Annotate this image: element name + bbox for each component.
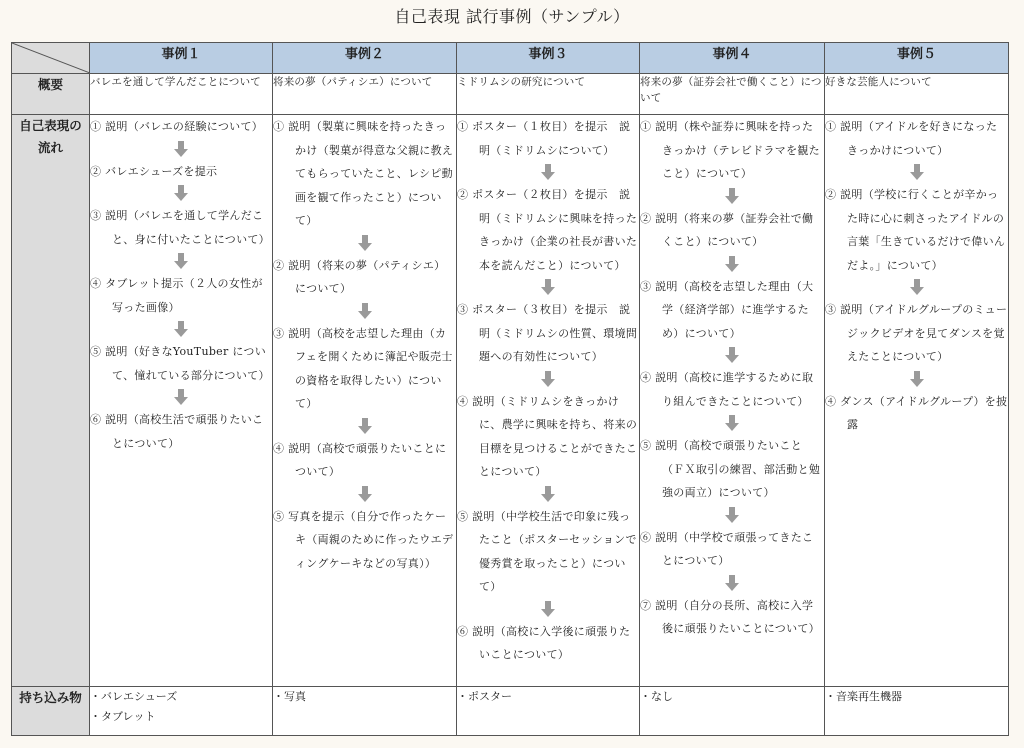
flow-row-label-line: 自己表現の <box>19 118 82 133</box>
carried-item: ・なし <box>640 690 673 703</box>
case-header: 事例２ <box>273 43 457 74</box>
down-arrow-icon <box>273 484 456 505</box>
flow-step: ① ポスター（１枚目）を提示 説明（ミドリムシについて） <box>457 120 631 157</box>
down-arrow-icon <box>273 416 456 437</box>
down-arrow-icon <box>273 233 456 254</box>
carried-item: ・ポスター <box>457 690 512 703</box>
flow-step: ① 説明（製菓に興味を持ったきっかけ（製菓が得意な父親に教えてもらっていたこと、レシピ動画を観て作ったこと）について） <box>273 120 454 227</box>
page-title: 自己表現 試行事例（サンプル） <box>394 7 630 26</box>
case-items <box>825 687 1009 736</box>
down-arrow-icon <box>90 183 272 204</box>
flow-step: ④ 説明（高校に進学するために取り組んできたことについて） <box>640 371 814 408</box>
flow-step: ③ 説明（バレエを通して学んだこと、身に付いたことについて） <box>90 209 270 246</box>
flow-step: ② バレエシューズを提示 <box>90 164 218 178</box>
cases-table <box>11 42 1009 736</box>
down-arrow-icon <box>825 162 1008 183</box>
case-flow <box>273 115 457 687</box>
down-arrow-icon <box>273 301 456 322</box>
carried-item: ・写真 <box>273 690 306 703</box>
flow-step: ① 説明（アイドルを好きになったきっかけについて） <box>825 120 998 157</box>
diagonal-line-icon <box>12 43 90 73</box>
summary-row-label: 概要 <box>12 74 90 115</box>
flow-step: ① 説明（株や証券に興味を持ったきっかけ（テレビドラマを観たこと）について） <box>640 120 820 180</box>
down-arrow-icon <box>457 484 639 505</box>
down-arrow-icon <box>640 345 824 366</box>
flow-step: ① 説明（バレエの経験について） <box>90 120 264 133</box>
case-summary: 将来の夢（パティシエ）について <box>273 74 457 115</box>
case-header: 事例１ <box>90 43 273 74</box>
down-arrow-icon <box>640 505 824 526</box>
flow-step: ③ ポスター（３枚目）を提示 説明（ミドリムシの性質、環境問題への有効性について） <box>457 303 638 363</box>
case-flow <box>825 115 1009 687</box>
flow-step: ④ 説明（ミドリムシをきっかけに、農学に興味を持ち、将来の目標を見つけることができたことについて） <box>457 394 638 478</box>
case-summary: 将来の夢（証券会社で働くこと）について <box>640 74 825 115</box>
down-arrow-icon <box>825 277 1008 298</box>
down-arrow-icon <box>90 139 272 160</box>
flow-row <box>12 115 1009 687</box>
flow-step: ⑤ 説明（高校で頑張りたいこと（ＦＸ取引の練習、部活動と勉強の両立）について） <box>640 439 821 499</box>
items-row-label: 持ち込み物 <box>12 687 90 736</box>
flow-row-label-line: 流れ <box>37 140 63 155</box>
down-arrow-icon <box>90 387 272 408</box>
flow-step: ④ ダンス（アイドルグループ）を披露 <box>825 394 1008 431</box>
summary-row <box>12 74 1009 115</box>
flow-step: ⑥ 説明（高校生活で頑張りたいことについて） <box>90 413 264 450</box>
flow-step: ③ 説明（高校を志望した理由（大学（経済学部）に進学するため）について） <box>640 279 814 340</box>
flow-step: ⑤ 説明（中学校生活で印象に残ったこと（ポスターセッションで優秀賞を取ったこと）について） <box>457 509 637 593</box>
down-arrow-icon <box>90 319 272 340</box>
flow-step: ⑥ 説明（中学校で頑張ってきたことについて） <box>640 530 814 567</box>
flow-step: ⑤ 写真を提示（自分で作ったケーキ（両親のために作ったウエディングケーキなどの写真）） <box>273 509 454 570</box>
case-header: 事例５ <box>825 43 1009 74</box>
down-arrow-icon <box>640 573 824 594</box>
carried-item: ・バレエシューズ <box>90 690 178 703</box>
flow-step: ③ 説明（高校を志望した理由（カフェを開くために簿記や販売士の資格を取得したい）について） <box>273 326 453 410</box>
down-arrow-icon <box>457 277 639 298</box>
header-row <box>12 43 1009 74</box>
case-flow <box>640 115 825 687</box>
case-flow <box>457 115 640 687</box>
down-arrow-icon <box>457 599 639 620</box>
down-arrow-icon <box>457 369 639 390</box>
flow-step: ② 説明（将来の夢（証券会社で働くこと）について） <box>640 211 814 248</box>
down-arrow-icon <box>640 254 824 275</box>
flow-step: ⑥ 説明（高校に入学後に頑張りたいことについて） <box>457 624 631 661</box>
items-row <box>12 687 1009 736</box>
case-items <box>457 687 640 736</box>
flow-step: ③ 説明（アイドルグループのミュージックビデオを見てダンスを覚えたことについて） <box>825 303 1008 363</box>
flow-step: ② 説明（学校に行くことが辛かった時に心に刺さったアイドルの言葉「生きているだけで偉いんだよ。」について） <box>825 188 1006 272</box>
flow-row-label <box>12 115 90 687</box>
case-summary: バレエを通して学んだことについて <box>90 74 273 115</box>
case-items <box>640 687 825 736</box>
case-summary: ミドリムシの研究について <box>457 74 640 115</box>
case-header: 事例４ <box>640 43 825 74</box>
flow-step: ⑤ 説明（好きなYouTuber について、憧れている部分について） <box>90 345 270 382</box>
down-arrow-icon <box>457 162 639 183</box>
down-arrow-icon <box>90 251 272 272</box>
case-items <box>90 687 273 736</box>
flow-step: ④ タブレット提示（２人の女性が写った画像） <box>90 277 263 314</box>
down-arrow-icon <box>640 186 824 207</box>
flow-step: ④ 説明（高校で頑張りたいことについて） <box>273 441 447 478</box>
corner-cell <box>12 43 90 74</box>
flow-step: ② ポスター（２枚目）を提示 説明（ミドリムシに興味を持ったきっかけ（企業の社長が書いた本を読んだこと）について） <box>457 188 638 272</box>
case-summary: 好きな芸能人について <box>825 74 1009 115</box>
case-header: 事例３ <box>457 43 640 74</box>
case-items <box>273 687 457 736</box>
flow-step: ② 説明（将来の夢（パティシエ）について） <box>273 258 446 295</box>
carried-item: ・タブレット <box>90 710 156 723</box>
down-arrow-icon <box>825 369 1008 390</box>
case-flow <box>90 115 273 687</box>
flow-step: ⑦ 説明（自分の長所、高校に入学後に頑張りたいことについて） <box>640 598 820 635</box>
down-arrow-icon <box>640 413 824 434</box>
carried-item: ・音楽再生機器 <box>825 690 902 703</box>
